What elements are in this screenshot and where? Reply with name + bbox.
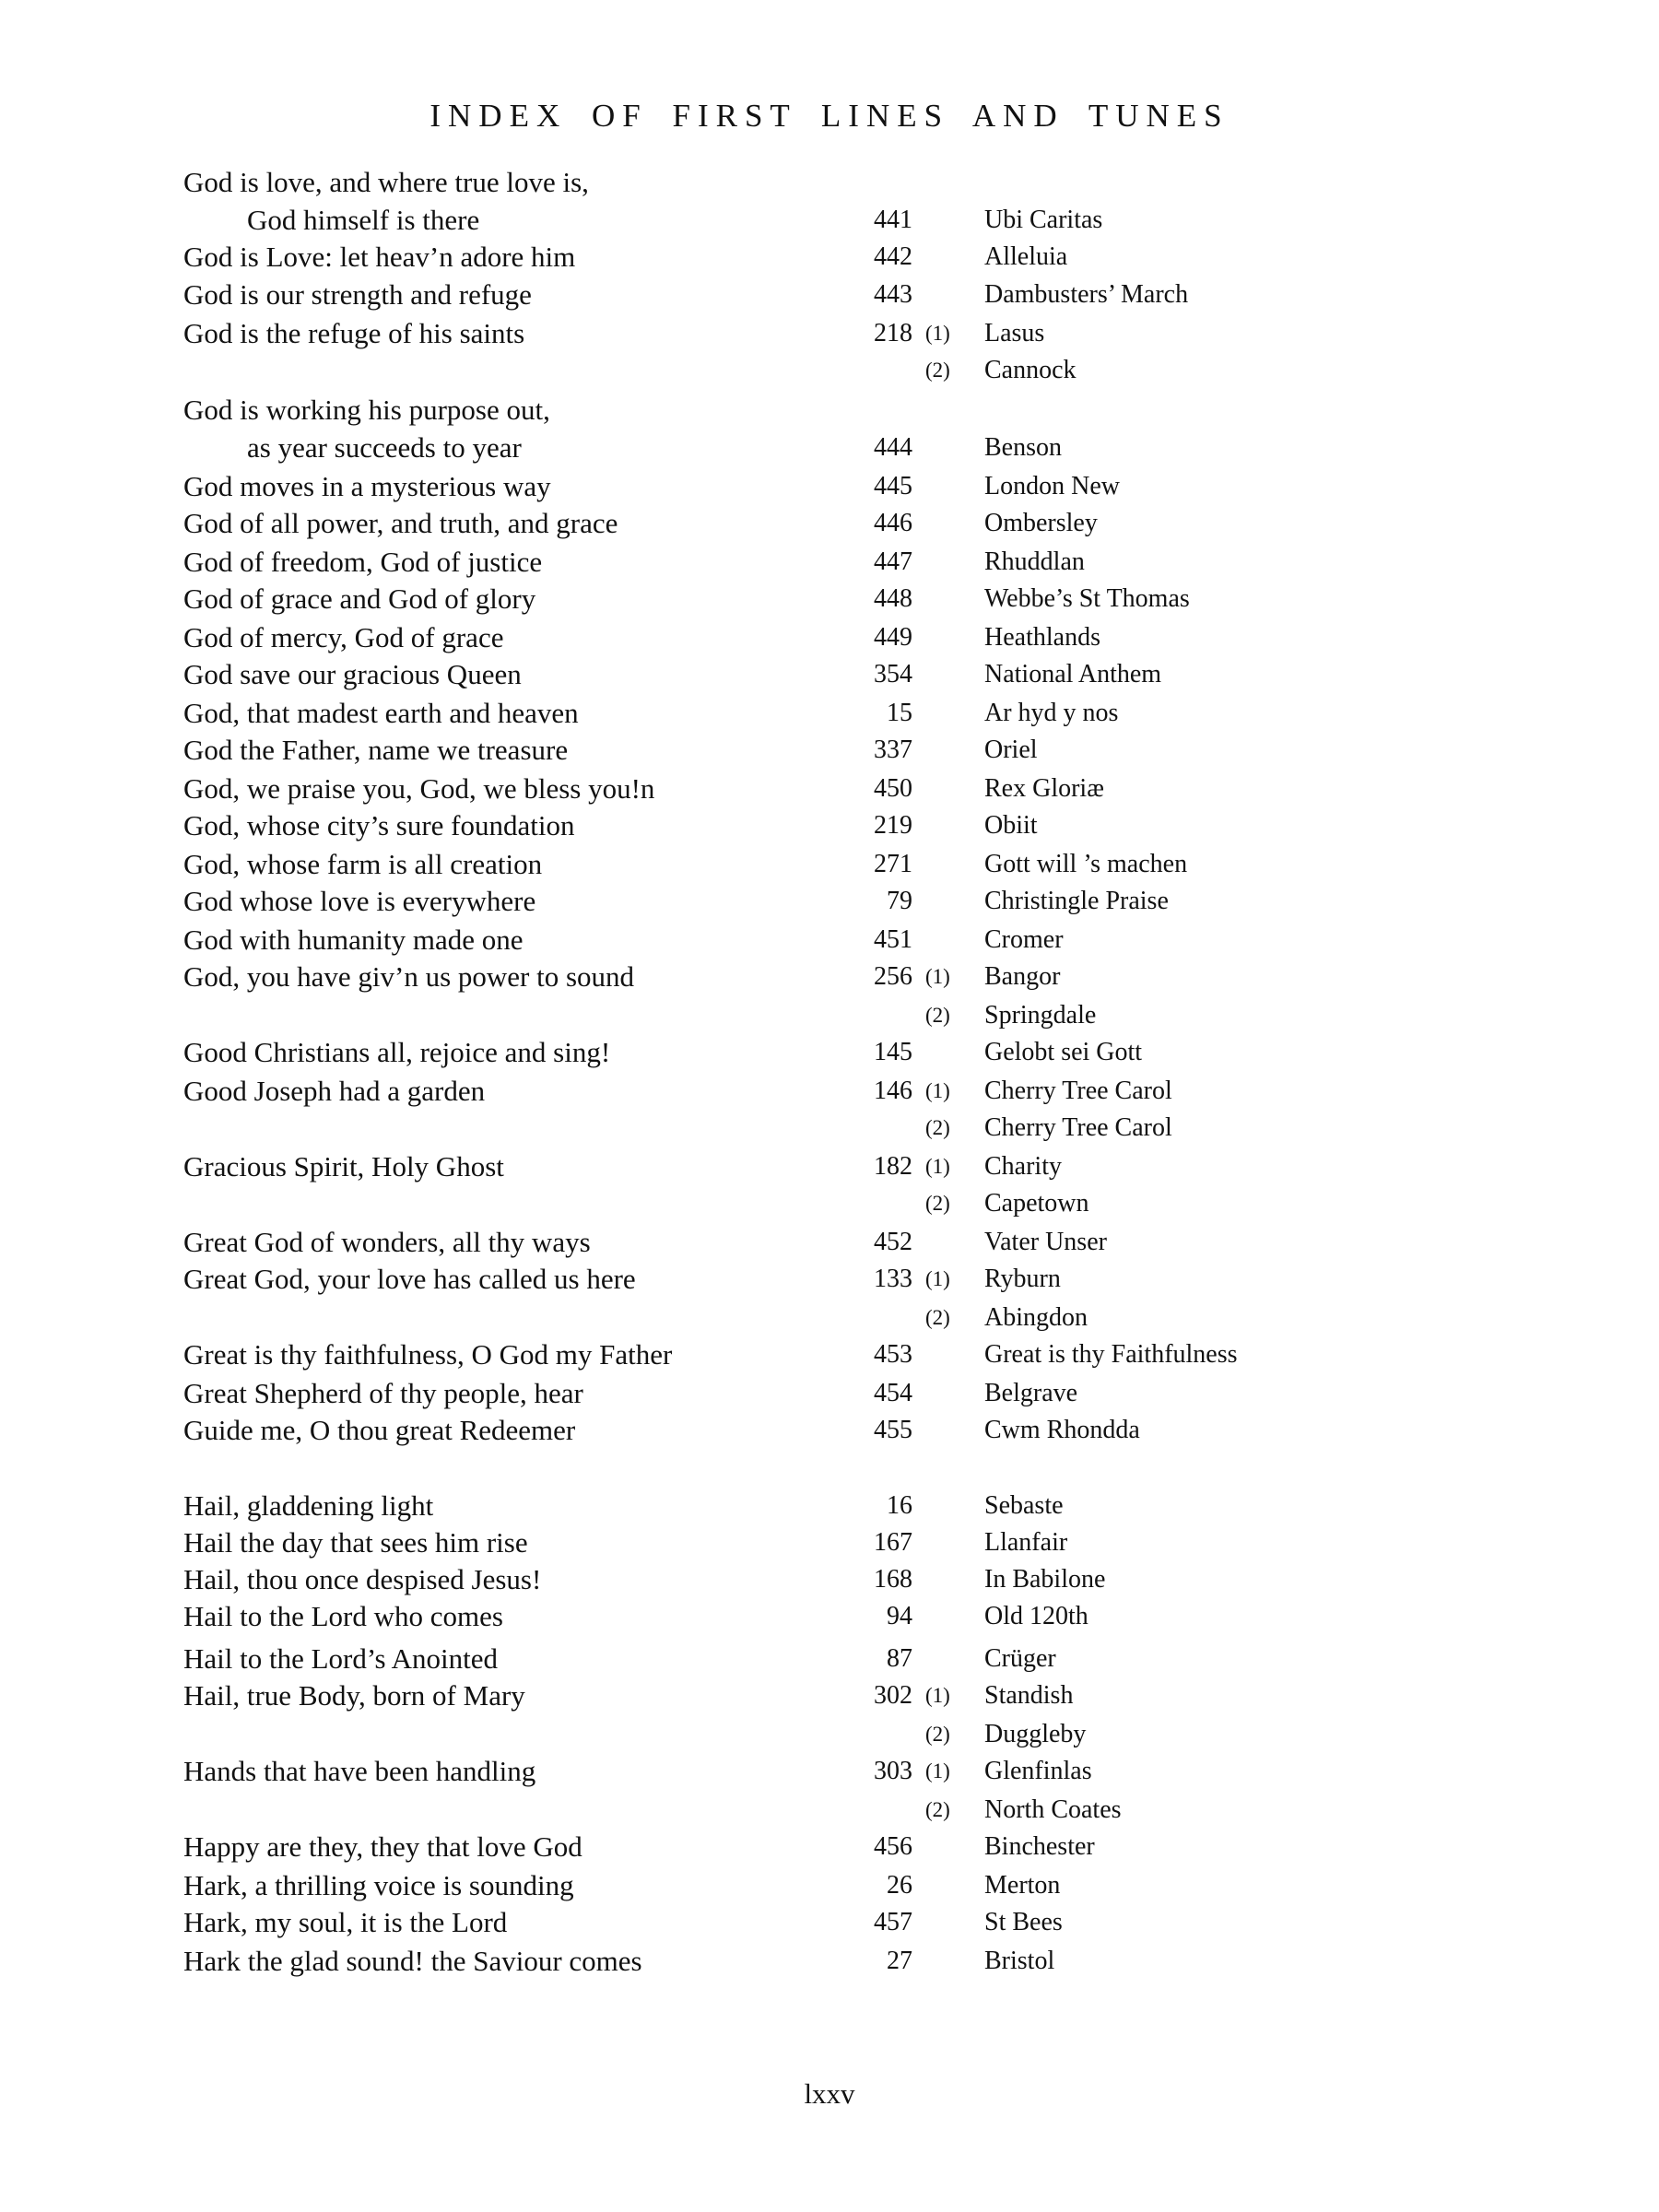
tune-name: In Babilone <box>984 1565 1106 1594</box>
first-line: God is Love: let heav’n adore him <box>183 241 576 273</box>
tune-name: Ombersley <box>984 509 1098 537</box>
tune-alternative: (1) <box>925 1759 950 1783</box>
tune-alternative: (1) <box>925 1155 950 1178</box>
tune-name: Rhuddlan <box>984 547 1085 576</box>
index-entry <box>0 1904 1659 1941</box>
index-entry <box>0 1185 1659 1222</box>
first-line: Hark, my soul, it is the Lord <box>183 1906 508 1938</box>
hymn-number: 182 <box>874 1152 912 1181</box>
tune-alternative: (2) <box>925 1306 950 1329</box>
tune-name: Cromer <box>984 925 1064 954</box>
tune-name: Vater Unser <box>984 1228 1107 1256</box>
tune-name: Ar hyd y nos <box>984 699 1119 727</box>
tune-name: Llanfair <box>984 1528 1068 1557</box>
index-entry <box>0 468 1659 505</box>
index-entry <box>0 1943 1659 1980</box>
index-entry <box>0 392 1659 429</box>
tune-name: Capetown <box>984 1189 1089 1218</box>
hymn-number: 456 <box>874 1832 912 1861</box>
hymn-number: 450 <box>874 774 912 803</box>
first-line: God, we praise you, God, we bless you!n <box>183 772 655 805</box>
index-entry <box>0 922 1659 959</box>
tune-name: St Bees <box>984 1908 1063 1936</box>
tune-name: North Coates <box>984 1795 1122 1824</box>
tune-name: Obiit <box>984 811 1038 840</box>
tune-alternative: (1) <box>925 1267 950 1290</box>
tune-name: Dambusters’ March <box>984 280 1189 309</box>
first-line: as year succeeds to year <box>247 431 522 464</box>
first-line: Hark the glad sound! the Saviour comes <box>183 1945 642 1977</box>
hymn-number: 448 <box>874 584 912 613</box>
first-line: God, that madest earth and heaven <box>183 697 579 729</box>
hymn-number: 219 <box>874 811 912 840</box>
hymn-number: 16 <box>887 1491 912 1520</box>
index-entry <box>0 619 1659 656</box>
hymn-number: 218 <box>874 319 912 347</box>
page-title: INDEX OF FIRST LINES AND TUNES <box>429 98 1230 134</box>
first-line: Hail, gladdening light <box>183 1489 434 1522</box>
tune-name: Cherry Tree Carol <box>984 1113 1172 1142</box>
tune-name: Benson <box>984 433 1062 462</box>
first-line: Hail, thou once despised Jesus! <box>183 1563 542 1595</box>
hymn-number: 302 <box>874 1681 912 1710</box>
tune-name: Ryburn <box>984 1265 1061 1293</box>
index-entry <box>0 1716 1659 1753</box>
tune-name: Gelobt sei Gott <box>984 1038 1143 1066</box>
hymn-number: 443 <box>874 280 912 309</box>
first-line: Gracious Spirit, Holy Ghost <box>183 1150 504 1182</box>
index-entry <box>0 883 1659 920</box>
hymn-number: 451 <box>874 925 912 954</box>
first-line: God the Father, name we treasure <box>183 734 569 766</box>
tune-name: Old 120th <box>984 1602 1088 1630</box>
tune-alternative: (1) <box>925 1079 950 1102</box>
index-entry <box>0 429 1659 466</box>
hymn-number: 27 <box>887 1947 912 1975</box>
index-entry <box>0 1110 1659 1147</box>
first-line: Great God, your love has called us here <box>183 1263 636 1295</box>
index-entry <box>0 997 1659 1034</box>
index-entry <box>0 1641 1659 1677</box>
index-entry <box>0 1261 1659 1298</box>
index-entry <box>0 1073 1659 1110</box>
first-line: Hail the day that sees him rise <box>183 1526 528 1559</box>
index-entry <box>0 505 1659 542</box>
index-entry <box>0 1412 1659 1449</box>
hymn-number: 271 <box>874 850 912 878</box>
tune-name: Webbe’s St Thomas <box>984 584 1190 613</box>
index-entry <box>0 1829 1659 1865</box>
index-entry <box>0 315 1659 352</box>
index-entry <box>0 732 1659 769</box>
tune-alternative: (2) <box>925 1004 950 1027</box>
tune-name: Christingle Praise <box>984 887 1169 915</box>
first-line: God of freedom, God of justice <box>183 546 543 578</box>
hymn-number: 337 <box>874 735 912 764</box>
tune-alternative: (2) <box>925 1192 950 1215</box>
first-line: God whose love is everywhere <box>183 885 536 917</box>
index-entry <box>0 656 1659 693</box>
first-line: Good Christians all, rejoice and sing! <box>183 1036 611 1068</box>
hymn-number: 452 <box>874 1228 912 1256</box>
first-line: God moves in a mysterious way <box>183 470 551 502</box>
first-line: Great is thy faithfulness, O God my Father <box>183 1338 673 1371</box>
tune-name: Merton <box>984 1871 1061 1900</box>
hymn-number: 449 <box>874 623 912 652</box>
index-entry <box>0 959 1659 995</box>
tune-name: Heathlands <box>984 623 1100 652</box>
first-line: God, you have giv’n us power to sound <box>183 960 635 993</box>
hymn-number: 303 <box>874 1757 912 1785</box>
hymn-number: 146 <box>874 1077 912 1105</box>
tune-name: Crüger <box>984 1644 1056 1673</box>
tune-name: Cherry Tree Carol <box>984 1077 1172 1105</box>
first-line: God, whose farm is all creation <box>183 848 543 880</box>
index-entry <box>0 1375 1659 1412</box>
hymn-number: 442 <box>874 242 912 271</box>
hymn-number: 457 <box>874 1908 912 1936</box>
index-entry <box>0 1598 1659 1635</box>
first-line: Hark, a thrilling voice is sounding <box>183 1869 574 1901</box>
first-line: God save our gracious Queen <box>183 658 522 690</box>
index-entry <box>0 1336 1659 1373</box>
index-entry <box>0 352 1659 389</box>
first-line: God himself is there <box>247 204 480 236</box>
index-entry <box>0 771 1659 807</box>
first-line: God is love, and where true love is, <box>183 166 589 198</box>
tune-name: London New <box>984 472 1120 500</box>
hymn-number: 453 <box>874 1340 912 1369</box>
tune-name: Springdale <box>984 1001 1097 1030</box>
first-line: God is the refuge of his saints <box>183 317 525 349</box>
index-entry <box>0 1753 1659 1790</box>
first-line: God with humanity made one <box>183 924 524 956</box>
first-line: God of mercy, God of grace <box>183 621 504 653</box>
index-entry <box>0 581 1659 618</box>
tune-name: Great is thy Faithfulness <box>984 1340 1238 1369</box>
tune-name: Cannock <box>984 356 1077 384</box>
tune-name: Abingdon <box>984 1303 1088 1332</box>
index-entry <box>0 276 1659 313</box>
hymn-number: 87 <box>887 1644 912 1673</box>
hymn-number: 133 <box>874 1265 912 1293</box>
first-line: Happy are they, they that love God <box>183 1830 582 1863</box>
tune-name: Lasus <box>984 319 1045 347</box>
tune-alternative: (1) <box>925 965 950 988</box>
first-line: God is our strength and refuge <box>183 278 532 311</box>
hymn-number: 79 <box>887 887 912 915</box>
first-line: Hail to the Lord’s Anointed <box>183 1642 498 1675</box>
index-entry <box>0 239 1659 276</box>
tune-name: Standish <box>984 1681 1074 1710</box>
tune-alternative: (2) <box>925 1798 950 1821</box>
hymn-number: 441 <box>874 206 912 234</box>
index-entry <box>0 164 1659 201</box>
tune-name: Binchester <box>984 1832 1095 1861</box>
tune-name: Gott will ’s machen <box>984 850 1188 878</box>
first-line: God, whose city’s sure foundation <box>183 809 575 841</box>
tune-name: Glenfinlas <box>984 1757 1092 1785</box>
hymn-number: 256 <box>874 962 912 991</box>
index-entry <box>0 1300 1659 1336</box>
index-entry <box>0 1034 1659 1071</box>
hymn-number: 15 <box>887 699 912 727</box>
hymn-number: 94 <box>887 1602 912 1630</box>
hymn-number: 454 <box>874 1379 912 1407</box>
index-entry <box>0 1524 1659 1561</box>
hymn-number: 447 <box>874 547 912 576</box>
hymn-number: 444 <box>874 433 912 462</box>
tune-name: Bangor <box>984 962 1061 991</box>
tune-alternative: (2) <box>925 1723 950 1746</box>
first-line: Hail to the Lord who comes <box>183 1600 503 1632</box>
hymn-number: 167 <box>874 1528 912 1557</box>
tune-name: Alleluia <box>984 242 1068 271</box>
first-line: God of grace and God of glory <box>183 582 536 615</box>
first-line: Hail, true Body, born of Mary <box>183 1679 525 1712</box>
tune-alternative: (1) <box>925 322 950 345</box>
index-entry <box>0 846 1659 883</box>
hymn-number: 354 <box>874 660 912 688</box>
tune-name: Cwm Rhondda <box>984 1416 1140 1444</box>
hymn-number: 455 <box>874 1416 912 1444</box>
tune-name: Charity <box>984 1152 1062 1181</box>
hymn-number: 445 <box>874 472 912 500</box>
first-line: Hands that have been handling <box>183 1755 536 1787</box>
index-entry <box>0 1677 1659 1714</box>
first-line: Great God of wonders, all thy ways <box>183 1226 591 1258</box>
hymn-number: 446 <box>874 509 912 537</box>
first-line: God is working his purpose out, <box>183 394 550 426</box>
index-entry <box>0 807 1659 844</box>
tune-name: National Anthem <box>984 660 1162 688</box>
hymn-number: 168 <box>874 1565 912 1594</box>
index-entry <box>0 202 1659 239</box>
hymn-number: 145 <box>874 1038 912 1066</box>
tune-alternative: (2) <box>925 1116 950 1139</box>
index-entry <box>0 695 1659 732</box>
first-line: Good Joseph had a garden <box>183 1075 486 1107</box>
tune-name: Bristol <box>984 1947 1055 1975</box>
index-entry <box>0 1561 1659 1598</box>
tune-name: Rex Gloriæ <box>984 774 1104 803</box>
tune-alternative: (2) <box>925 359 950 382</box>
tune-name: Ubi Caritas <box>984 206 1103 234</box>
index-entry <box>0 1488 1659 1524</box>
tune-name: Belgrave <box>984 1379 1078 1407</box>
page-number: lxxv <box>804 2077 855 2110</box>
hymn-number: 26 <box>887 1871 912 1900</box>
first-line: Great Shepherd of thy people, hear <box>183 1377 583 1409</box>
first-line: Guide me, O thou great Redeemer <box>183 1414 576 1446</box>
index-entry <box>0 1148 1659 1185</box>
tune-alternative: (1) <box>925 1684 950 1707</box>
index-entry <box>0 1224 1659 1261</box>
index-entry <box>0 544 1659 581</box>
tune-name: Sebaste <box>984 1491 1064 1520</box>
tune-name: Oriel <box>984 735 1038 764</box>
index-entry <box>0 1792 1659 1829</box>
index-entry <box>0 1867 1659 1904</box>
first-line: God of all power, and truth, and grace <box>183 507 618 539</box>
tune-name: Duggleby <box>984 1720 1087 1748</box>
